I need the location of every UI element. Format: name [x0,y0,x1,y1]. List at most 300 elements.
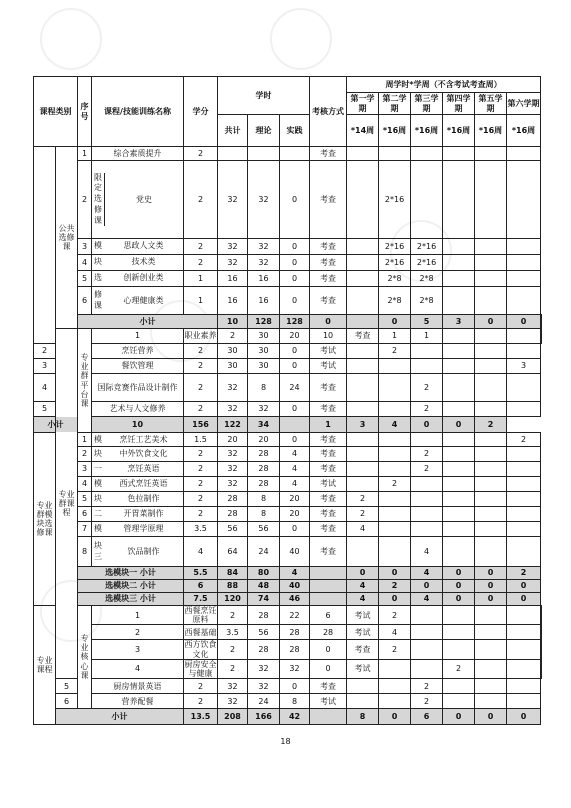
cell-s4 [443,433,475,447]
cell-practice: 20 [280,507,310,522]
cell-s4: 0 [443,567,475,580]
cell-s4 [443,344,475,359]
page-number: 18 [280,737,291,746]
cell-total: 32 [248,659,280,678]
cell-s3: 2 [411,679,443,694]
header-seq: 序号 [78,77,92,147]
cell-seq: 1 [78,433,92,447]
cell-s6: 3 [507,359,541,374]
cell-name [92,287,184,315]
cell-total: 32 [218,161,248,239]
course-name: 烹饪工艺美术 [119,434,168,444]
cell-s6: 0 [507,580,541,593]
table-row [34,287,542,315]
cell-s4 [443,287,475,315]
cell-s3: 2 [411,462,443,477]
cell-s2: 2*16 [379,255,411,271]
cell-s1 [347,239,379,255]
cell-seq: 5 [78,271,92,287]
cell-s4 [443,477,475,492]
cell-credit: 2 [184,492,218,507]
header-total: 共计 [218,115,248,147]
cell-s5 [475,477,507,492]
cell-assess: 考查 [310,402,347,417]
cell-total: 32 [218,255,248,271]
cell-theory: 16 [248,287,280,315]
cell-s2: 2 [379,344,411,359]
group-module-elective: 选 [94,273,102,283]
group-platform: 专业群平台课 [78,329,92,433]
cell-assess: 考试 [347,659,379,678]
cell-s3: 6 [411,709,443,725]
cell-s4 [443,447,475,462]
cell-s5 [475,537,507,567]
cell-s2 [379,374,411,402]
cell-credit: 2 [184,147,218,161]
header-semester: 第六学期 [507,93,541,115]
cell-total: 56 [218,522,248,537]
cell-assess: 考查 [310,374,347,402]
watermark-seal [270,8,332,70]
cell-s5 [507,606,541,625]
group-module-elective: 模 [94,241,102,251]
cell-s2: 3 [347,417,379,433]
cell-theory: 8 [248,492,280,507]
cell-assess: 考查 [310,271,347,287]
module-tag: 二 [94,509,102,519]
cell-s3 [411,161,443,239]
cell-theory: 24 [248,694,280,709]
cell-s6 [507,374,541,402]
cell-total: 28 [218,507,248,522]
cell-s1 [347,344,379,359]
cell-s2 [411,659,443,678]
cell-assess: 考试 [310,359,347,374]
cell-credit: 10 [218,315,248,329]
table-row [34,402,542,417]
cell-practice: 20 [280,492,310,507]
cell-assess [347,315,379,329]
group-blank [34,147,56,344]
cell-assess [310,593,347,606]
cell-assess: 考查 [310,433,347,447]
cell-theory [248,147,280,161]
cell-s6: 2 [507,567,541,580]
cell-seq: 1 [92,606,184,625]
header-weeks: *16周 [443,115,475,147]
cell-credit: 13.5 [184,709,218,725]
cell-s6 [507,255,541,271]
table-row [34,625,542,640]
table-row [34,462,542,477]
cell-s2: 2*8 [379,271,411,287]
group-public-elective: 公共选修课 [56,147,78,329]
cell-s5: 0 [475,709,507,725]
cell-s2 [379,359,411,374]
subtotal-label: 小计 [78,315,218,329]
cell-total: 88 [218,580,248,593]
table-row [34,679,542,694]
cell-credit: 2 [184,447,218,462]
subtotal-label: 选模块三 小计 [78,593,184,606]
cell-s3: 2 [411,447,443,462]
cell-total: 32 [218,239,248,255]
course-name: 创新创业类 [123,273,164,283]
cell-assess: 考查 [347,329,379,344]
cell-practice: 4 [280,567,310,580]
cell-total: 156 [184,417,218,433]
cell-s3 [411,477,443,492]
cell-name [92,255,184,271]
cell-s1 [379,659,411,678]
cell-s6 [507,271,541,287]
cell-credit: 2 [184,679,218,694]
cell-credit: 2 [184,161,218,239]
module-tag: 模 [94,479,102,489]
cell-s1 [347,694,379,709]
cell-s3: 2 [443,659,475,678]
cell-name: 艺术与人文修养 [92,402,184,417]
cell-s1: 0 [347,567,379,580]
cell-s2: 2 [379,477,411,492]
cell-s4 [443,507,475,522]
header-semester: 第四学期 [443,93,475,115]
cell-name [92,537,184,567]
cell-s5 [475,522,507,537]
cell-theory: 30 [248,359,280,374]
watermark-seal [40,8,102,70]
cell-s5: 0 [475,580,507,593]
cell-assess: 考查 [310,447,347,462]
cell-seq: 5 [56,679,78,694]
table-row [34,374,542,402]
cell-s1 [347,433,379,447]
cell-s4: 0 [443,709,475,725]
cell-s5 [475,239,507,255]
cell-s2: 2 [379,580,411,593]
group-core: 专业核心课 [78,606,92,709]
cell-seq: 8 [78,537,92,567]
course-name: 饮品制作 [127,546,160,556]
cell-name: 国际竞赛作品设计制作 [92,374,184,402]
cell-total: 32 [218,477,248,492]
cell-s5 [475,679,507,694]
header-weeks: *16周 [507,115,541,147]
cell-seq: 2 [78,161,92,239]
cell-s1 [347,402,379,417]
table-row [34,271,542,287]
cell-theory: 28 [248,447,280,462]
cell-total: 16 [218,287,248,315]
cell-assess: 考查 [310,679,347,694]
table-row [34,537,542,567]
cell-s3: 2*8 [411,271,443,287]
cell-credit: 2 [184,694,218,709]
cell-seq: 5 [78,492,92,507]
cell-s5 [475,447,507,462]
cell-assess: 考试 [310,344,347,359]
cell-s2: 5 [411,315,443,329]
cell-s6 [541,315,542,329]
subtotal-label: 小计 [34,417,78,433]
cell-theory: 22 [280,606,310,625]
cell-practice: 0 [280,679,310,694]
cell-name: 综合素质提升 [92,147,184,161]
cell-total: 16 [218,271,248,287]
cell-s1 [347,477,379,492]
cell-s5 [507,659,541,678]
cell-practice: 0 [310,659,347,678]
cell-s5 [507,329,541,344]
cell-s1 [347,271,379,287]
cell-s6 [507,287,541,315]
cell-theory: 32 [248,255,280,271]
cell-credit: 2 [184,255,218,271]
cell-s5: 0 [507,315,541,329]
cell-s2: 0 [379,593,411,606]
cell-s1: 4 [347,593,379,606]
cell-total: 28 [248,640,280,659]
group-limited-elective: 限定选修课 [92,173,105,227]
cell-s1 [347,447,379,462]
cell-s5 [507,640,541,659]
cell-s6 [507,147,541,161]
cell-assess: 考查 [310,147,347,161]
cell-s2: 1 [411,329,443,344]
header-row [34,77,542,93]
cell-theory: 122 [218,417,248,433]
subtotal-row [34,417,542,433]
curriculum-table [33,76,542,725]
header-theory: 理论 [248,115,280,147]
cell-theory: 24 [248,537,280,567]
cell-s6 [541,329,542,344]
cell-s4 [475,606,507,625]
table-row [34,344,542,359]
cell-seq: 1 [92,329,184,344]
cell-s2 [379,522,411,537]
header-weeks: *16周 [411,115,443,147]
cell-total: 64 [218,537,248,567]
cell-s4 [443,147,475,161]
course-name: 心理健康类 [123,295,164,305]
cell-name [92,522,184,537]
cell-s2 [411,606,443,625]
cell-s6 [507,679,541,694]
cell-credit: 3.5 [184,522,218,537]
cell-s1 [347,679,379,694]
cell-s1 [347,462,379,477]
cell-s2: 2*8 [379,287,411,315]
cell-s4 [443,161,475,239]
header-practice: 实践 [280,115,310,147]
cell-s6: 0 [507,709,541,725]
cell-s5 [475,287,507,315]
course-name: 色拉制作 [127,494,160,504]
cell-credit: 2 [218,329,248,344]
cell-practice: 42 [280,709,310,725]
cell-name [92,433,184,447]
table-row [34,507,542,522]
cell-s6 [507,402,541,417]
cell-total: 32 [218,679,248,694]
cell-s3 [411,492,443,507]
cell-s3 [443,606,475,625]
cell-practice: 6 [310,606,347,625]
cell-theory: 80 [248,567,280,580]
course-name: 烹饪英语 [127,464,160,474]
cell-name [92,239,184,255]
cell-s6 [507,239,541,255]
cell-s1: 4 [347,522,379,537]
cell-s1 [347,287,379,315]
cell-credit: 2 [184,477,218,492]
cell-credit: 2 [184,462,218,477]
cell-s5 [475,147,507,161]
cell-s5 [475,374,507,402]
cell-s3: 4 [411,537,443,567]
cell-s5 [507,625,541,640]
cell-s2 [379,447,411,462]
header-category: 课程类别 [34,77,78,147]
cell-theory: 128 [280,315,310,329]
subtotal-row [34,567,542,580]
table-row [34,659,542,678]
course-name: 中外饮食文化 [119,449,168,459]
cell-s2 [411,640,443,659]
cell-practice: 0 [280,344,310,359]
cell-s6 [507,477,541,492]
cell-seq: 4 [78,477,92,492]
table-row [34,147,542,161]
cell-total: 32 [218,447,248,462]
cell-s3 [411,147,443,161]
cell-credit: 2 [218,606,248,625]
cell-credit: 4 [184,537,218,567]
table-row [34,640,542,659]
cell-theory: 30 [248,344,280,359]
course-name: 技术类 [131,257,156,267]
cell-s6 [507,492,541,507]
cell-assess: 考查 [310,492,347,507]
cell-s1: 8 [347,709,379,725]
cell-seq: 4 [34,374,56,402]
cell-s4 [443,462,475,477]
cell-theory: 32 [248,239,280,255]
cell-assess [280,417,310,433]
cell-s5 [475,402,507,417]
cell-seq: 2 [92,625,184,640]
table-row [34,522,542,537]
cell-credit: 1.5 [184,433,218,447]
cell-s2 [379,694,411,709]
cell-s6 [507,161,541,239]
cell-s5 [475,507,507,522]
cell-s4 [443,255,475,271]
header-semester: 第一学期 [347,93,379,115]
cell-s5 [475,161,507,239]
cell-credit: 3.5 [218,625,248,640]
cell-theory: 74 [248,593,280,606]
cell-s5 [475,359,507,374]
cell-s1: 2 [379,640,411,659]
subtotal-label: 小计 [56,709,184,725]
cell-s3 [411,433,443,447]
cell-total: 32 [218,462,248,477]
table-row [34,239,542,255]
cell-credit: 2 [184,374,218,402]
module-tag: 块 [94,449,102,459]
cell-credit: 7.5 [184,593,218,606]
cell-s1: 2 [379,606,411,625]
cell-s1: 2 [347,492,379,507]
module-tag: 块 三 [94,540,102,561]
table-row [34,359,542,374]
module-tag: 一 [94,464,102,474]
cell-s1: 4 [347,580,379,593]
cell-theory: 48 [248,580,280,593]
cell-name: 餐饮管理 [92,359,184,374]
cell-s3 [411,522,443,537]
cell-total: 208 [218,709,248,725]
cell-s5 [475,433,507,447]
cell-practice: 4 [280,477,310,492]
cell-s6: 2 [507,433,541,447]
cell-s3: 4 [411,593,443,606]
cell-total: 128 [248,315,280,329]
cell-s6 [507,447,541,462]
cell-practice: 40 [280,537,310,567]
cell-assess: 考试 [310,694,347,709]
cell-assess: 考试 [347,606,379,625]
cell-s1: 1 [310,417,347,433]
cell-practice: 8 [280,694,310,709]
subtotal-row [34,709,542,725]
cell-assess: 考试 [310,477,347,492]
cell-assess: 考查 [310,287,347,315]
cell-practice: 0 [280,271,310,287]
cell-s1 [347,359,379,374]
cell-s6 [507,522,541,537]
cell-seq: 3 [34,359,56,374]
header-name: 课程/技能训练名称 [92,77,184,147]
cell-practice: 10 [310,329,347,344]
cell-s6 [507,462,541,477]
cell-s4 [443,522,475,537]
subtotal-row [34,315,542,329]
cell-credit: 5.5 [184,567,218,580]
cell-seq: 3 [78,239,92,255]
cell-s4 [443,239,475,255]
cell-total: 32 [218,402,248,417]
cell-s4 [475,659,507,678]
course-name: 西式烹饪英语 [119,479,168,489]
cell-s5 [475,344,507,359]
cell-seq: 4 [92,659,184,678]
cell-s3: 2*8 [411,287,443,315]
cell-s3 [411,359,443,374]
cell-s6 [541,606,542,625]
cell-s5 [475,492,507,507]
subtotal-row [34,580,542,593]
cell-assess: 考查 [310,522,347,537]
cell-s5 [475,462,507,477]
header-hours: 学时 [218,77,310,115]
cell-s4 [443,537,475,567]
cell-s2: 0 [379,567,411,580]
cell-name [92,447,184,462]
cell-theory: 32 [248,161,280,239]
